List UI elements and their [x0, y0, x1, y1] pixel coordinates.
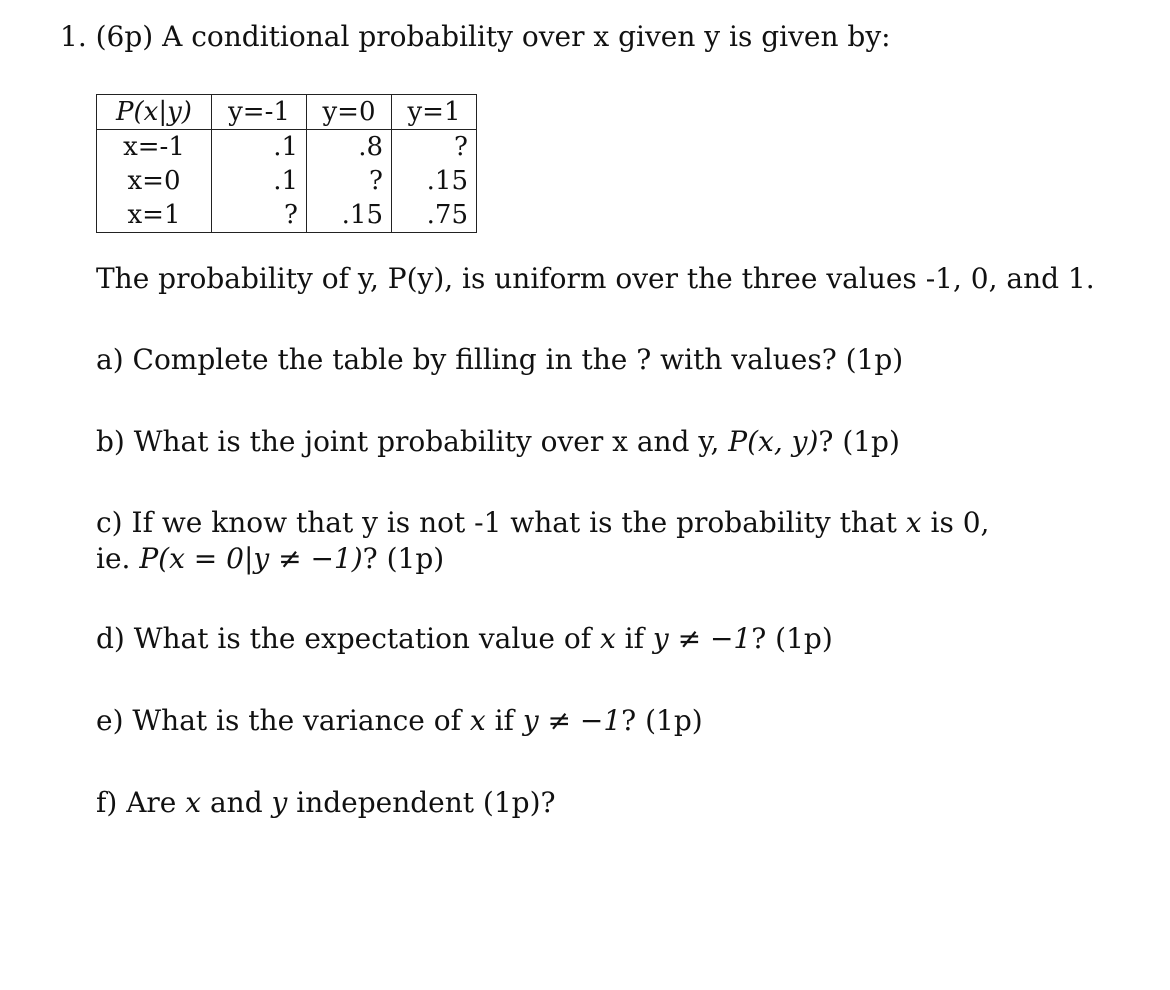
- table-row: [97, 164, 477, 198]
- question-f-tail: independent (1p)?: [287, 786, 556, 819]
- table-row: [97, 130, 477, 165]
- table-cell: .15: [392, 164, 477, 198]
- question-b-text: b) What is the joint probability over x and y,: [96, 425, 729, 458]
- question-a: a) Complete the table by filling in the ? with values? (1p): [96, 343, 904, 376]
- question-c2-text: ie.: [96, 542, 140, 575]
- question-c-text: c) If we know that y is not -1 what is the probability that: [96, 506, 906, 539]
- table-cell: .1: [212, 164, 307, 198]
- question-d-math-y: y ≠ −1: [652, 622, 752, 655]
- question-e-mid: if: [485, 704, 523, 737]
- question-b-tail: ? (1p): [818, 425, 900, 458]
- question-f: [96, 786, 556, 820]
- conditional-probability-table: [96, 94, 477, 233]
- question-d: [96, 622, 833, 656]
- table-cell: ?: [392, 130, 477, 165]
- question-e-math-x: x: [469, 704, 486, 737]
- problem-header: 1. (6p) A conditional probability over x given y is given by:: [60, 20, 891, 53]
- table-header-row: [97, 95, 477, 130]
- table-cell: ?: [307, 164, 392, 198]
- table-corner-label: P(x|y): [97, 95, 212, 130]
- question-f-text: f) Are: [96, 786, 186, 819]
- row-label: x=1: [97, 198, 212, 233]
- question-c-tail: is 0,: [921, 506, 990, 539]
- table-cell: ?: [212, 198, 307, 233]
- question-c-line2: [96, 542, 444, 576]
- question-d-mid: if: [615, 622, 653, 655]
- question-c-math-x: x: [905, 506, 922, 539]
- question-c2-math: P(x = 0|y ≠ −1): [139, 542, 363, 575]
- question-f-math-y: y: [271, 786, 288, 819]
- question-e: [96, 704, 703, 738]
- table-cell: .75: [392, 198, 477, 233]
- question-b: [96, 425, 900, 459]
- question-e-math-y: y ≠ −1: [522, 704, 622, 737]
- question-d-tail: ? (1p): [751, 622, 833, 655]
- question-e-tail: ? (1p): [621, 704, 703, 737]
- column-header: y=-1: [212, 95, 307, 130]
- question-c-line1: [96, 506, 989, 540]
- row-label: x=-1: [97, 130, 212, 165]
- problem-intro: The probability of y, P(y), is uniform over the three values -1, 0, and 1.: [96, 262, 1095, 295]
- table-cell: .8: [307, 130, 392, 165]
- question-c2-tail: ? (1p): [362, 542, 445, 575]
- question-b-math: P(x, y): [728, 425, 819, 458]
- column-header: y=1: [392, 95, 477, 130]
- question-e-text: e) What is the variance of: [96, 704, 470, 737]
- question-f-mid: and: [201, 786, 272, 819]
- column-header: y=0: [307, 95, 392, 130]
- table-cell: .15: [307, 198, 392, 233]
- question-f-math-x: x: [185, 786, 202, 819]
- table-row: [97, 198, 477, 233]
- table-cell: .1: [212, 130, 307, 165]
- question-d-text: d) What is the expectation value of: [96, 622, 600, 655]
- row-label: x=0: [97, 164, 212, 198]
- question-d-math-x: x: [599, 622, 616, 655]
